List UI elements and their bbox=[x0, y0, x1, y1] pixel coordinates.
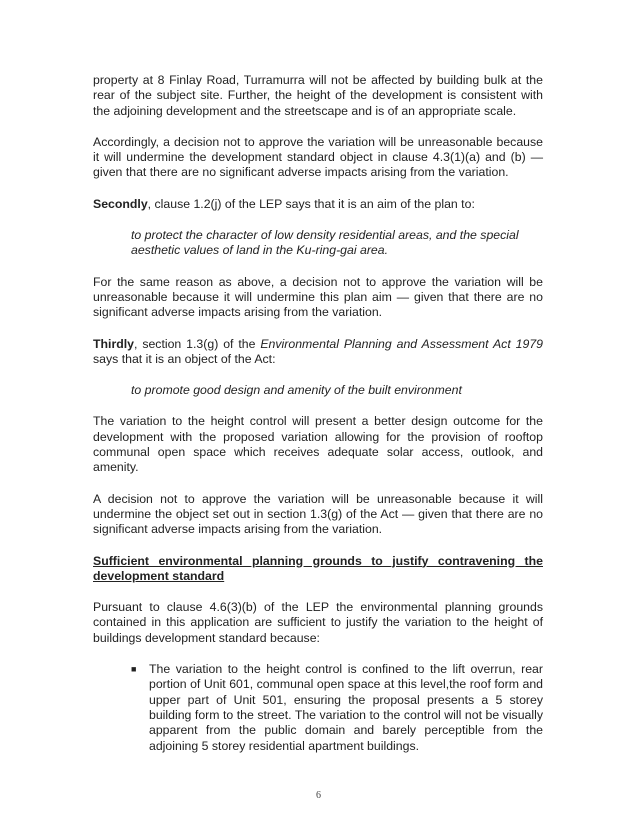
bullet-icon: ■ bbox=[131, 664, 137, 675]
paragraph-pursuant: Pursuant to clause 4.6(3)(b) of the LEP the environmental planning grounds contained in this application are sufficient to justify the variation to the height of buildings development standard because: bbox=[93, 600, 543, 645]
section-heading: Sufficient environmental planning grounds to justify contravening the development standard bbox=[93, 553, 543, 583]
grounds-bullet-list bbox=[93, 662, 543, 754]
paragraph-thirdly bbox=[93, 337, 543, 368]
quote-act-object: to promote good design and amenity of the built environment bbox=[131, 383, 462, 398]
page-number: 6 bbox=[316, 790, 321, 801]
list-item-text: The variation to the height control is confined to the lift overrun, rear portion of Unit 601, communal open space at this level,the roof form and upper part of Unit 501, ensuring the proposal presents a 5 storey building form to the street. The variation to the control will not be visually apparent from the public domain and barely perceptible from the adjoining 5 storey residential apartment buildings. bbox=[149, 662, 543, 753]
thirdly-tail: says that it is an object of the Act: bbox=[93, 351, 276, 366]
paragraph-secondly bbox=[93, 197, 543, 212]
secondly-rest: , clause 1.2(j) of the LEP says that it is an aim of the plan to: bbox=[147, 196, 475, 211]
paragraph-impact-8-finlay: property at 8 Finlay Road, Turramurra will not be affected by building bulk at the rear of the subject site. Further, the height of the development is consistent with the adjoining development and the streetscape and is of an appropriate scale. bbox=[93, 73, 543, 118]
thirdly-lead: Thirdly bbox=[93, 336, 134, 351]
secondly-lead: Secondly bbox=[93, 196, 148, 211]
list-item bbox=[131, 662, 543, 754]
thirdly-mid: , section 1.3(g) of the bbox=[134, 336, 261, 351]
paragraph-accordingly: Accordingly, a decision not to approve the variation will be unreasonable because it will undermine the development standard object in clause 4.3(1)(a) and (b) — given that there are no significant adverse impacts arising from the variation. bbox=[93, 134, 543, 180]
paragraph-variation-design: The variation to the height control will present a better design outcome for the development with the proposed variation allowing for the provision of rooftop communal open space which receives adequate solar access, outlook, and amenity. bbox=[93, 414, 543, 475]
act-title: Environmental Planning and Assessment Act 1979 bbox=[260, 336, 543, 351]
paragraph-same-reason: For the same reason as above, a decision not to approve the variation will be unreasonable because it will undermine this plan aim — given that there are no significant adverse impacts arising from the variation. bbox=[93, 274, 543, 320]
paragraph-decision-unreasonable: A decision not to approve the variation will be unreasonable because it will undermine the object set out in section 1.3(g) of the Act — given that there are no significant adverse impacts arising from the variation. bbox=[93, 491, 543, 537]
quote-lep-aim: to protect the character of low density residential areas, and the special aesthetic values of land in the Ku-ring-gai area. bbox=[131, 228, 519, 258]
